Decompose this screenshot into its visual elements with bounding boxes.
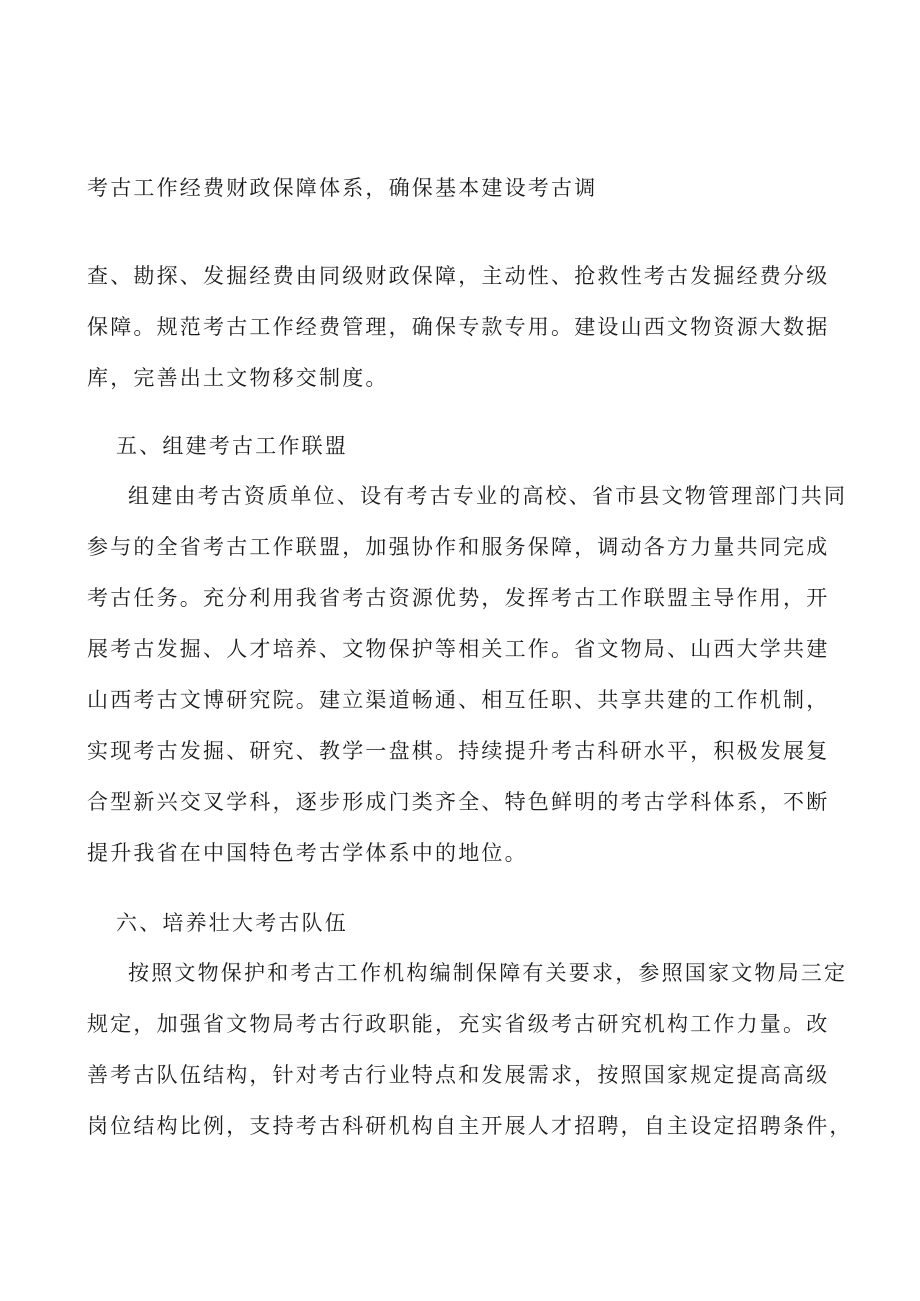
paragraph-line: 实现考古发掘、研究、教学一盘棋。持续提升考古科研水平，积极发展复: [87, 739, 830, 763]
paragraph-line: 岗位结构比例，支持考古科研机构自主开展人才招聘，自主设定招聘条件，: [87, 1114, 853, 1138]
paragraph-line: 合型新兴交叉学科，逐步形成门类齐全、特色鲜明的考古学科体系，不断: [87, 790, 830, 814]
paragraph-line: 规定，加强省文物局考古行政职能，充实省级考古研究机构工作力量。改: [87, 1012, 830, 1036]
intro-line: 库，完善出土文物移交制度。: [87, 366, 389, 390]
paragraph-line: 考古任务。充分利用我省考古资源优势，发挥考古工作联盟主导作用，开: [87, 586, 830, 610]
paragraph-line: 提升我省在中国特色考古学体系中的地位。: [87, 841, 528, 865]
paragraph-line: 山西考古文博研究院。建立渠道畅通、相互任职、共享共建的工作机制，: [87, 688, 830, 712]
section-heading-5: 五、组建考古工作联盟: [116, 434, 348, 458]
paragraph-line: 组建由考古资质单位、设有考古专业的高校、省市县文物管理部门共同: [128, 484, 848, 508]
paragraph-line: 参与的全省考古工作联盟，加强协作和服务保障，调动各方力量共同完成: [87, 535, 830, 559]
intro-line: 考古工作经费财政保障体系，确保基本建设考古调: [87, 176, 598, 200]
intro-line: 保障。规范考古工作经费管理，确保专款专用。建设山西文物资源大数据: [87, 315, 830, 339]
paragraph-line: 善考古队伍结构，针对考古行业特点和发展需求，按照国家规定提高高级: [87, 1063, 830, 1087]
section-heading-6: 六、培养壮大考古队伍: [116, 911, 348, 935]
intro-line: 查、勘探、发掘经费由同级财政保障，主动性、抢救性考古发掘经费分级: [87, 264, 830, 288]
paragraph-line: 展考古发掘、人才培养、文物保护等相关工作。省文物局、山西大学共建: [87, 637, 830, 661]
paragraph-line: 按照文物保护和考古工作机构编制保障有关要求，参照国家文物局三定: [128, 961, 848, 985]
